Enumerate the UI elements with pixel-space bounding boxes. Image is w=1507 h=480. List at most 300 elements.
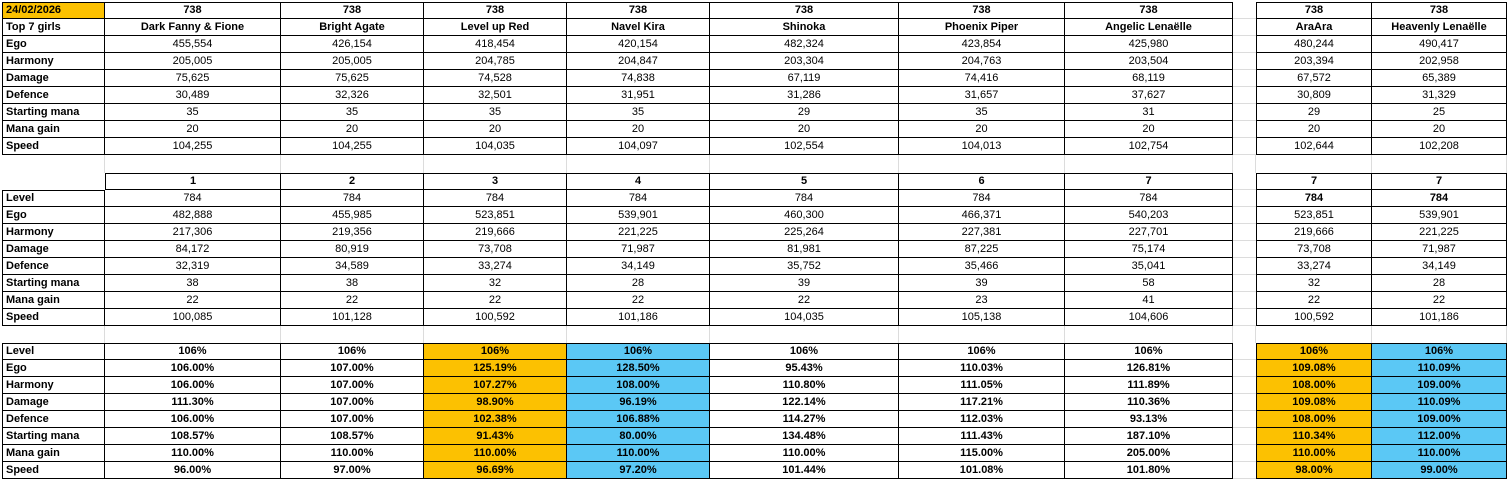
cell[interactable]: 106%	[899, 343, 1065, 360]
cell[interactable]: 106.00%	[105, 411, 281, 428]
grid-filler	[2, 326, 105, 343]
row-label[interactable]: Harmony	[2, 53, 105, 70]
grid-filler	[424, 155, 567, 173]
cell[interactable]: 80.00%	[567, 428, 710, 445]
cell[interactable]: 111.30%	[105, 394, 281, 411]
cell[interactable]: 33,274	[1256, 258, 1372, 275]
cell[interactable]: 480,244	[1256, 36, 1372, 53]
cell[interactable]: 75,625	[281, 70, 424, 87]
cell[interactable]: 110.00%	[567, 445, 710, 462]
cell[interactable]: 219,666	[1256, 224, 1372, 241]
cell[interactable]: 104,035	[710, 309, 899, 326]
cell[interactable]: 784	[710, 190, 899, 207]
cell[interactable]: 5	[710, 173, 899, 190]
cell[interactable]: 108.00%	[567, 377, 710, 394]
cell[interactable]: 425,980	[1065, 36, 1233, 53]
cell[interactable]: 31,286	[710, 87, 899, 104]
cell[interactable]: 466,371	[899, 207, 1065, 224]
cell[interactable]: 738	[1372, 2, 1507, 19]
grid-filler	[1233, 104, 1256, 121]
grid-filler	[1233, 190, 1256, 207]
cell[interactable]: 32,319	[105, 258, 281, 275]
spacer-cell	[2, 173, 105, 190]
cell[interactable]: 523,851	[424, 207, 567, 224]
cell[interactable]: 204,763	[899, 53, 1065, 70]
grid-filler	[1065, 326, 1233, 343]
cell[interactable]: 205,005	[105, 53, 281, 70]
cell[interactable]: 106.00%	[105, 360, 281, 377]
cell[interactable]: 20	[424, 121, 567, 138]
cell[interactable]: 1	[105, 173, 281, 190]
cell[interactable]: 34,589	[281, 258, 424, 275]
cell[interactable]: 38	[281, 275, 424, 292]
cell[interactable]: 58	[1065, 275, 1233, 292]
cell[interactable]: 204,785	[424, 53, 567, 70]
cell[interactable]: 111.05%	[899, 377, 1065, 394]
cell[interactable]: 221,225	[1372, 224, 1507, 241]
row-label[interactable]: Level	[2, 190, 105, 207]
cell[interactable]: 35,041	[1065, 258, 1233, 275]
cell[interactable]: 205.00%	[1065, 445, 1233, 462]
cell[interactable]: 101,128	[281, 309, 424, 326]
cell[interactable]: 81,981	[710, 241, 899, 258]
cell[interactable]: 738	[105, 2, 281, 19]
cell[interactable]: 219,356	[281, 224, 424, 241]
cell[interactable]: 98.00%	[1256, 462, 1372, 479]
row-label[interactable]: Damage	[2, 394, 105, 411]
cell[interactable]: 102,644	[1256, 138, 1372, 155]
row-label[interactable]: Top 7 girls	[2, 19, 105, 36]
row-label[interactable]: Harmony	[2, 224, 105, 241]
cell[interactable]: 108.00%	[1256, 411, 1372, 428]
cell[interactable]: 39	[899, 275, 1065, 292]
cell[interactable]: 100,592	[424, 309, 567, 326]
cell[interactable]: 73,708	[424, 241, 567, 258]
cell[interactable]: 490,417	[1372, 36, 1507, 53]
cell[interactable]: 110.09%	[1372, 360, 1507, 377]
cell[interactable]: 203,504	[1065, 53, 1233, 70]
cell[interactable]: 227,381	[899, 224, 1065, 241]
cell[interactable]: 102.38%	[424, 411, 567, 428]
cell[interactable]: 23	[899, 292, 1065, 309]
cell[interactable]: 101.08%	[899, 462, 1065, 479]
cell[interactable]: 117.21%	[899, 394, 1065, 411]
cell[interactable]: 540,203	[1065, 207, 1233, 224]
cell[interactable]: 84,172	[105, 241, 281, 258]
cell[interactable]: 20	[899, 121, 1065, 138]
column-header[interactable]: AraAra	[1256, 19, 1372, 36]
row-label[interactable]: Mana gain	[2, 292, 105, 309]
grid-filler	[1233, 207, 1256, 224]
cell[interactable]: 39	[710, 275, 899, 292]
grid-filler	[567, 326, 710, 343]
row-label[interactable]: Ego	[2, 207, 105, 224]
cell[interactable]: 74,416	[899, 70, 1065, 87]
cell[interactable]: 122.14%	[710, 394, 899, 411]
grid-filler	[281, 326, 424, 343]
row-label[interactable]: Starting mana	[2, 275, 105, 292]
column-header[interactable]: Navel Kira	[567, 19, 710, 36]
cell[interactable]: 426,154	[281, 36, 424, 53]
cell[interactable]: 125.19%	[424, 360, 567, 377]
cell[interactable]: 109.00%	[1372, 377, 1507, 394]
row-label[interactable]: Speed	[2, 309, 105, 326]
cell[interactable]: 71,987	[567, 241, 710, 258]
cell[interactable]: 67,572	[1256, 70, 1372, 87]
cell[interactable]: 738	[899, 2, 1065, 19]
cell[interactable]: 38	[105, 275, 281, 292]
cell[interactable]: 97.00%	[281, 462, 424, 479]
cell[interactable]: 87,225	[899, 241, 1065, 258]
cell[interactable]: 32	[1256, 275, 1372, 292]
row-label[interactable]: Level	[2, 343, 105, 360]
cell[interactable]: 20	[105, 121, 281, 138]
cell[interactable]: 108.57%	[105, 428, 281, 445]
grid-filler	[105, 326, 281, 343]
cell[interactable]: 109.08%	[1256, 360, 1372, 377]
cell[interactable]: 110.00%	[105, 445, 281, 462]
cell[interactable]: 102,208	[1372, 138, 1507, 155]
cell[interactable]: 35	[899, 104, 1065, 121]
cell[interactable]: 455,554	[105, 36, 281, 53]
cell[interactable]: 110.00%	[1372, 445, 1507, 462]
cell[interactable]: 30,809	[1256, 87, 1372, 104]
cell[interactable]: 107.00%	[281, 394, 424, 411]
cell[interactable]: 6	[899, 173, 1065, 190]
cell[interactable]: 738	[1256, 2, 1372, 19]
row-label[interactable]: Mana gain	[2, 121, 105, 138]
cell[interactable]: 203,304	[710, 53, 899, 70]
cell[interactable]: 102,554	[710, 138, 899, 155]
row-label[interactable]: Damage	[2, 241, 105, 258]
cell[interactable]: 22	[1372, 292, 1507, 309]
grid-filler	[1233, 87, 1256, 104]
row-label[interactable]: Defence	[2, 411, 105, 428]
cell[interactable]: 32	[424, 275, 567, 292]
cell[interactable]: 104,013	[899, 138, 1065, 155]
cell[interactable]: 420,154	[567, 36, 710, 53]
cell[interactable]: 106%	[1372, 343, 1507, 360]
grid-filler	[1233, 173, 1256, 190]
cell[interactable]: 460,300	[710, 207, 899, 224]
cell[interactable]: 784	[899, 190, 1065, 207]
cell[interactable]: 74,528	[424, 70, 567, 87]
cell[interactable]: 96.00%	[105, 462, 281, 479]
cell[interactable]: 74,838	[567, 70, 710, 87]
cell[interactable]: 65,389	[1372, 70, 1507, 87]
grid-filler	[1233, 343, 1256, 360]
cell[interactable]: 109.08%	[1256, 394, 1372, 411]
grid-filler	[1233, 121, 1256, 138]
cell[interactable]: 110.36%	[1065, 394, 1233, 411]
row-label[interactable]: Starting mana	[2, 428, 105, 445]
cell[interactable]: 106%	[1256, 343, 1372, 360]
cell[interactable]: 20	[1372, 121, 1507, 138]
row-label[interactable]: Defence	[2, 87, 105, 104]
grid-filler	[1233, 377, 1256, 394]
grid-filler	[1256, 326, 1372, 343]
grid-filler	[710, 155, 899, 173]
cell[interactable]: 25	[1372, 104, 1507, 121]
cell[interactable]: 95.43%	[710, 360, 899, 377]
cell[interactable]: 31,329	[1372, 87, 1507, 104]
cell[interactable]: 109.00%	[1372, 411, 1507, 428]
cell[interactable]: 104,606	[1065, 309, 1233, 326]
cell[interactable]: 41	[1065, 292, 1233, 309]
cell[interactable]: 227,701	[1065, 224, 1233, 241]
cell[interactable]: 784	[1372, 190, 1507, 207]
row-label[interactable]: Damage	[2, 70, 105, 87]
cell[interactable]: 110.00%	[424, 445, 567, 462]
cell[interactable]: 20	[710, 121, 899, 138]
cell[interactable]: 22	[105, 292, 281, 309]
column-header[interactable]: Phoenix Piper	[899, 19, 1065, 36]
cell[interactable]: 7	[1256, 173, 1372, 190]
cell[interactable]: 101,186	[1372, 309, 1507, 326]
cell[interactable]: 423,854	[899, 36, 1065, 53]
cell[interactable]: 75,625	[105, 70, 281, 87]
grid-filler	[105, 155, 281, 173]
grid-filler	[281, 155, 424, 173]
cell[interactable]: 35,752	[710, 258, 899, 275]
cell[interactable]: 110.00%	[281, 445, 424, 462]
cell[interactable]: 204,847	[567, 53, 710, 70]
cell[interactable]: 115.00%	[899, 445, 1065, 462]
cell[interactable]: 225,264	[710, 224, 899, 241]
cell[interactable]: 22	[567, 292, 710, 309]
cell[interactable]: 482,324	[710, 36, 899, 53]
cell[interactable]: 110.00%	[1256, 445, 1372, 462]
cell[interactable]: 523,851	[1256, 207, 1372, 224]
cell[interactable]: 106%	[567, 343, 710, 360]
cell[interactable]: 107.00%	[281, 411, 424, 428]
cell[interactable]: 106%	[281, 343, 424, 360]
cell[interactable]: 22	[710, 292, 899, 309]
cell[interactable]: 101.80%	[1065, 462, 1233, 479]
cell[interactable]: 110.03%	[899, 360, 1065, 377]
cell[interactable]: 20	[281, 121, 424, 138]
grid-filler	[899, 326, 1065, 343]
cell[interactable]: 110.80%	[710, 377, 899, 394]
cell[interactable]: 110.34%	[1256, 428, 1372, 445]
row-label[interactable]: Harmony	[2, 377, 105, 394]
cell[interactable]: 99.00%	[1372, 462, 1507, 479]
cell[interactable]: 112.00%	[1372, 428, 1507, 445]
row-label[interactable]: Mana gain	[2, 445, 105, 462]
column-header[interactable]: Heavenly Lenaëlle	[1372, 19, 1507, 36]
cell[interactable]: 80,919	[281, 241, 424, 258]
cell[interactable]: 37,627	[1065, 87, 1233, 104]
cell[interactable]: 110.00%	[710, 445, 899, 462]
grid-filler	[710, 326, 899, 343]
cell[interactable]: 205,005	[281, 53, 424, 70]
cell[interactable]: 2	[281, 173, 424, 190]
grid-filler	[1233, 19, 1256, 36]
cell[interactable]: 106.00%	[105, 377, 281, 394]
cell[interactable]: 34,149	[1372, 258, 1507, 275]
cell[interactable]: 539,901	[567, 207, 710, 224]
cell[interactable]: 22	[1256, 292, 1372, 309]
cell[interactable]: 31,657	[899, 87, 1065, 104]
grid-filler	[1233, 292, 1256, 309]
grid-filler	[1233, 275, 1256, 292]
grid-filler	[1233, 360, 1256, 377]
grid-filler	[1065, 155, 1233, 173]
cell[interactable]: 101.44%	[710, 462, 899, 479]
row-label[interactable]: Ego	[2, 36, 105, 53]
grid-filler	[1372, 326, 1507, 343]
cell[interactable]: 22	[281, 292, 424, 309]
grid-filler	[1233, 258, 1256, 275]
cell[interactable]: 101,186	[567, 309, 710, 326]
grid-filler	[1233, 411, 1256, 428]
row-label[interactable]: Defence	[2, 258, 105, 275]
cell[interactable]: 108.57%	[281, 428, 424, 445]
cell[interactable]: 203,394	[1256, 53, 1372, 70]
grid-filler	[1233, 462, 1256, 479]
cell[interactable]: 482,888	[105, 207, 281, 224]
grid-filler	[1233, 224, 1256, 241]
grid-filler	[1233, 36, 1256, 53]
cell[interactable]: 738	[281, 2, 424, 19]
cell[interactable]: 738	[1065, 2, 1233, 19]
column-header[interactable]: Level up Red	[424, 19, 567, 36]
cell[interactable]: 106%	[424, 343, 567, 360]
cell[interactable]: 35,466	[899, 258, 1065, 275]
cell[interactable]: 7	[1372, 173, 1507, 190]
cell[interactable]: 134.48%	[710, 428, 899, 445]
cell[interactable]: 97.20%	[567, 462, 710, 479]
cell[interactable]: 784	[424, 190, 567, 207]
cell[interactable]: 187.10%	[1065, 428, 1233, 445]
row-label[interactable]: Speed	[2, 138, 105, 155]
cell[interactable]: 110.09%	[1372, 394, 1507, 411]
cell[interactable]: 784	[281, 190, 424, 207]
cell[interactable]: 219,666	[424, 224, 567, 241]
cell[interactable]: 738	[710, 2, 899, 19]
cell[interactable]: 738	[567, 2, 710, 19]
cell[interactable]: 104,097	[567, 138, 710, 155]
cell[interactable]: 3	[424, 173, 567, 190]
cell[interactable]: 112.03%	[899, 411, 1065, 428]
cell[interactable]: 784	[1256, 190, 1372, 207]
cell[interactable]: 96.19%	[567, 394, 710, 411]
cell[interactable]: 100,085	[105, 309, 281, 326]
cell[interactable]: 217,306	[105, 224, 281, 241]
cell[interactable]: 111.89%	[1065, 377, 1233, 394]
cell[interactable]: 28	[1372, 275, 1507, 292]
cell[interactable]: 107.00%	[281, 360, 424, 377]
cell[interactable]: 33,274	[424, 258, 567, 275]
row-label[interactable]: Ego	[2, 360, 105, 377]
cell[interactable]: 104,255	[281, 138, 424, 155]
column-header[interactable]: Dark Fanny & Fione	[105, 19, 281, 36]
cell[interactable]: 22	[424, 292, 567, 309]
cell[interactable]: 34,149	[567, 258, 710, 275]
cell[interactable]: 20	[1065, 121, 1233, 138]
cell[interactable]: 29	[1256, 104, 1372, 121]
cell[interactable]: 96.69%	[424, 462, 567, 479]
cell[interactable]: 784	[1065, 190, 1233, 207]
date-cell[interactable]: 24/02/2026	[2, 2, 105, 19]
cell[interactable]: 35	[424, 104, 567, 121]
cell[interactable]: 67,119	[710, 70, 899, 87]
cell[interactable]: 32,326	[281, 87, 424, 104]
cell[interactable]: 107.27%	[424, 377, 567, 394]
cell[interactable]: 106%	[710, 343, 899, 360]
cell[interactable]: 28	[567, 275, 710, 292]
cell[interactable]: 31	[1065, 104, 1233, 121]
cell[interactable]: 202,958	[1372, 53, 1507, 70]
cell[interactable]: 111.43%	[899, 428, 1065, 445]
cell[interactable]: 4	[567, 173, 710, 190]
grid-filler	[567, 155, 710, 173]
cell[interactable]: 221,225	[567, 224, 710, 241]
cell[interactable]: 105,138	[899, 309, 1065, 326]
cell[interactable]: 106.88%	[567, 411, 710, 428]
row-label[interactable]: Speed	[2, 462, 105, 479]
cell[interactable]: 68,119	[1065, 70, 1233, 87]
cell[interactable]: 73,708	[1256, 241, 1372, 258]
cell[interactable]: 98.90%	[424, 394, 567, 411]
cell[interactable]: 35	[567, 104, 710, 121]
row-label[interactable]: Starting mana	[2, 104, 105, 121]
cell[interactable]: 93.13%	[1065, 411, 1233, 428]
cell[interactable]: 114.27%	[710, 411, 899, 428]
grid-filler	[899, 155, 1065, 173]
grid-filler	[1233, 394, 1256, 411]
grid-filler	[1233, 241, 1256, 258]
grid-filler	[1233, 326, 1256, 343]
cell[interactable]: 104,035	[424, 138, 567, 155]
grid-filler	[1233, 70, 1256, 87]
cell[interactable]: 71,987	[1372, 241, 1507, 258]
cell[interactable]: 35	[281, 104, 424, 121]
cell[interactable]: 29	[710, 104, 899, 121]
cell[interactable]: 784	[105, 190, 281, 207]
cell[interactable]: 539,901	[1372, 207, 1507, 224]
cell[interactable]: 20	[567, 121, 710, 138]
cell[interactable]: 75,174	[1065, 241, 1233, 258]
grid-filler	[1233, 428, 1256, 445]
column-header[interactable]: Angelic Lenaëlle	[1065, 19, 1233, 36]
column-header[interactable]: Shinoka	[710, 19, 899, 36]
cell[interactable]: 31,951	[567, 87, 710, 104]
cell[interactable]: 35	[105, 104, 281, 121]
cell[interactable]: 106%	[105, 343, 281, 360]
cell[interactable]: 455,985	[281, 207, 424, 224]
cell[interactable]: 20	[1256, 121, 1372, 138]
cell[interactable]: 104,255	[105, 138, 281, 155]
grid-filler	[424, 326, 567, 343]
cell[interactable]: 102,754	[1065, 138, 1233, 155]
cell[interactable]: 126.81%	[1065, 360, 1233, 377]
cell[interactable]: 106%	[1065, 343, 1233, 360]
cell[interactable]: 30,489	[105, 87, 281, 104]
cell[interactable]: 107.00%	[281, 377, 424, 394]
cell[interactable]: 7	[1065, 173, 1233, 190]
cell[interactable]: 32,501	[424, 87, 567, 104]
cell[interactable]: 738	[424, 2, 567, 19]
column-header[interactable]: Bright Agate	[281, 19, 424, 36]
cell[interactable]: 128.50%	[567, 360, 710, 377]
grid-filler	[1233, 309, 1256, 326]
cell[interactable]: 418,454	[424, 36, 567, 53]
cell[interactable]: 100,592	[1256, 309, 1372, 326]
cell[interactable]: 784	[567, 190, 710, 207]
cell[interactable]: 91.43%	[424, 428, 567, 445]
cell[interactable]: 108.00%	[1256, 377, 1372, 394]
